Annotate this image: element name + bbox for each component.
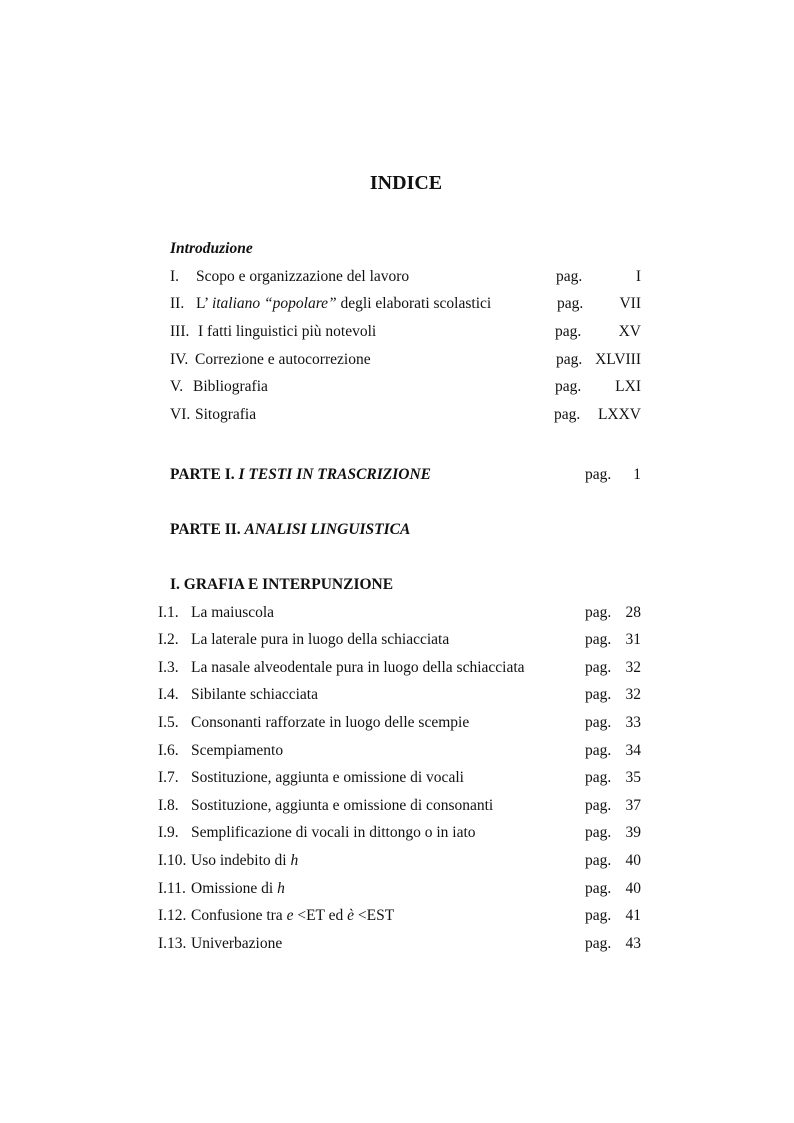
section-item-pag: pag. [585,631,612,648]
section-item-page: 35 [625,769,641,786]
section-item-page: 34 [625,742,641,759]
section-item-pag: pag. [585,907,612,924]
parte-2-heading: PARTE II. ANALISI LINGUISTICA [170,521,411,538]
section-item-title: Omissione di h [191,880,285,897]
section-item-title: Scempiamento [191,742,284,759]
intro-item-title: Bibliografia [193,378,268,395]
section-item-num: I.10. [158,852,187,869]
parte-1-page: 1 [633,466,641,483]
section-item-pag: pag. [585,686,612,703]
section-item-page: 32 [625,686,641,703]
section-item-pag: pag. [585,604,612,621]
intro-item-title: Sitografia [195,406,257,423]
section-item-num: I.12. [158,907,187,924]
section-item-title: Uso indebito di h [191,852,299,869]
section-item-page: 43 [625,935,641,952]
section-item-num: I.13. [158,935,187,952]
section-item-num: I.5. [158,714,179,731]
section-item-pag: pag. [585,714,612,731]
section-item-pag: pag. [585,852,612,869]
section-item-num: I.9. [158,824,179,841]
intro-item-num: III. [170,323,190,340]
parte-1-heading: PARTE I. I TESTI IN TRASCRIZIONE [170,466,432,483]
section-item-pag: pag. [585,769,612,786]
section-item-page: 41 [625,907,641,924]
intro-item-page: LXXV [597,406,641,423]
page-title: INDICE [369,172,443,194]
section-item-title: La maiuscola [191,604,275,621]
section-item-num: I.4. [158,686,179,703]
section-item-num: I.7. [158,769,179,786]
section-item-title: Semplificazione di vocali in dittongo o in iato [191,824,476,841]
intro-item-title: Correzione e autocorrezione [195,351,371,368]
intro-item-page: XLVIII [595,351,641,368]
section-item-pag: pag. [585,742,612,759]
section-item-num: I.1. [158,604,179,621]
intro-item-num: IV. [170,351,189,368]
section-item-page: 32 [625,659,641,676]
section-item-title: La nasale alveodentale pura in luogo della schiacciata [191,659,525,676]
intro-heading: Introduzione [170,240,253,257]
section-item-page: 31 [625,631,641,648]
section-item-title: La laterale pura in luogo della schiacciata [191,631,450,648]
intro-item-pag: pag. [556,351,583,368]
intro-item-title: L’ italiano “popolare” degli elaborati scolastici [196,295,492,312]
section-item-page: 33 [625,714,641,731]
section-item-num: I.8. [158,797,179,814]
intro-item-pag: pag. [557,295,584,312]
section-item-page: 40 [625,852,641,869]
section-item-page: 28 [625,604,641,621]
section-item-page: 39 [625,824,641,841]
intro-item-title: Scopo e organizzazione del lavoro [196,268,410,285]
intro-item-page: I [635,268,641,285]
section-item-num: I.3. [158,659,179,676]
section-item-pag: pag. [585,935,612,952]
intro-item-num: I. [170,268,180,285]
section-item-page: 40 [625,880,641,897]
section-item-page: 37 [625,797,641,814]
section-item-title: Confusione tra e <ET ed è <EST [191,907,395,924]
section-item-title: Univerbazione [191,935,283,952]
section-item-title: Consonanti rafforzate in luogo delle scempie [191,714,470,731]
section-item-pag: pag. [585,659,612,676]
intro-item-title: I fatti linguistici più notevoli [198,323,377,340]
section-item-num: I.11. [158,880,186,897]
section-item-pag: pag. [585,880,612,897]
intro-item-num: V. [170,378,184,395]
intro-item-pag: pag. [556,268,583,285]
intro-item-pag: pag. [555,378,582,395]
section-item-pag: pag. [585,824,612,841]
intro-item-page: VII [619,295,641,312]
section-item-title: Sostituzione, aggiunta e omissione di consonanti [191,797,494,814]
intro-item-num: VI. [170,406,191,423]
intro-item-page: LXI [615,378,641,395]
section-item-pag: pag. [585,797,612,814]
intro-item-pag: pag. [554,406,581,423]
intro-item-page: XV [618,323,641,340]
section-item-title: Sostituzione, aggiunta e omissione di vocali [191,769,464,786]
intro-item-num: II. [170,295,185,312]
intro-item-pag: pag. [555,323,582,340]
section-heading: I. GRAFIA E INTERPUNZIONE [170,576,394,593]
section-item-num: I.6. [158,742,179,759]
section-item-num: I.2. [158,631,179,648]
section-item-title: Sibilante schiacciata [191,686,318,703]
parte-1-pag: pag. [585,466,612,483]
